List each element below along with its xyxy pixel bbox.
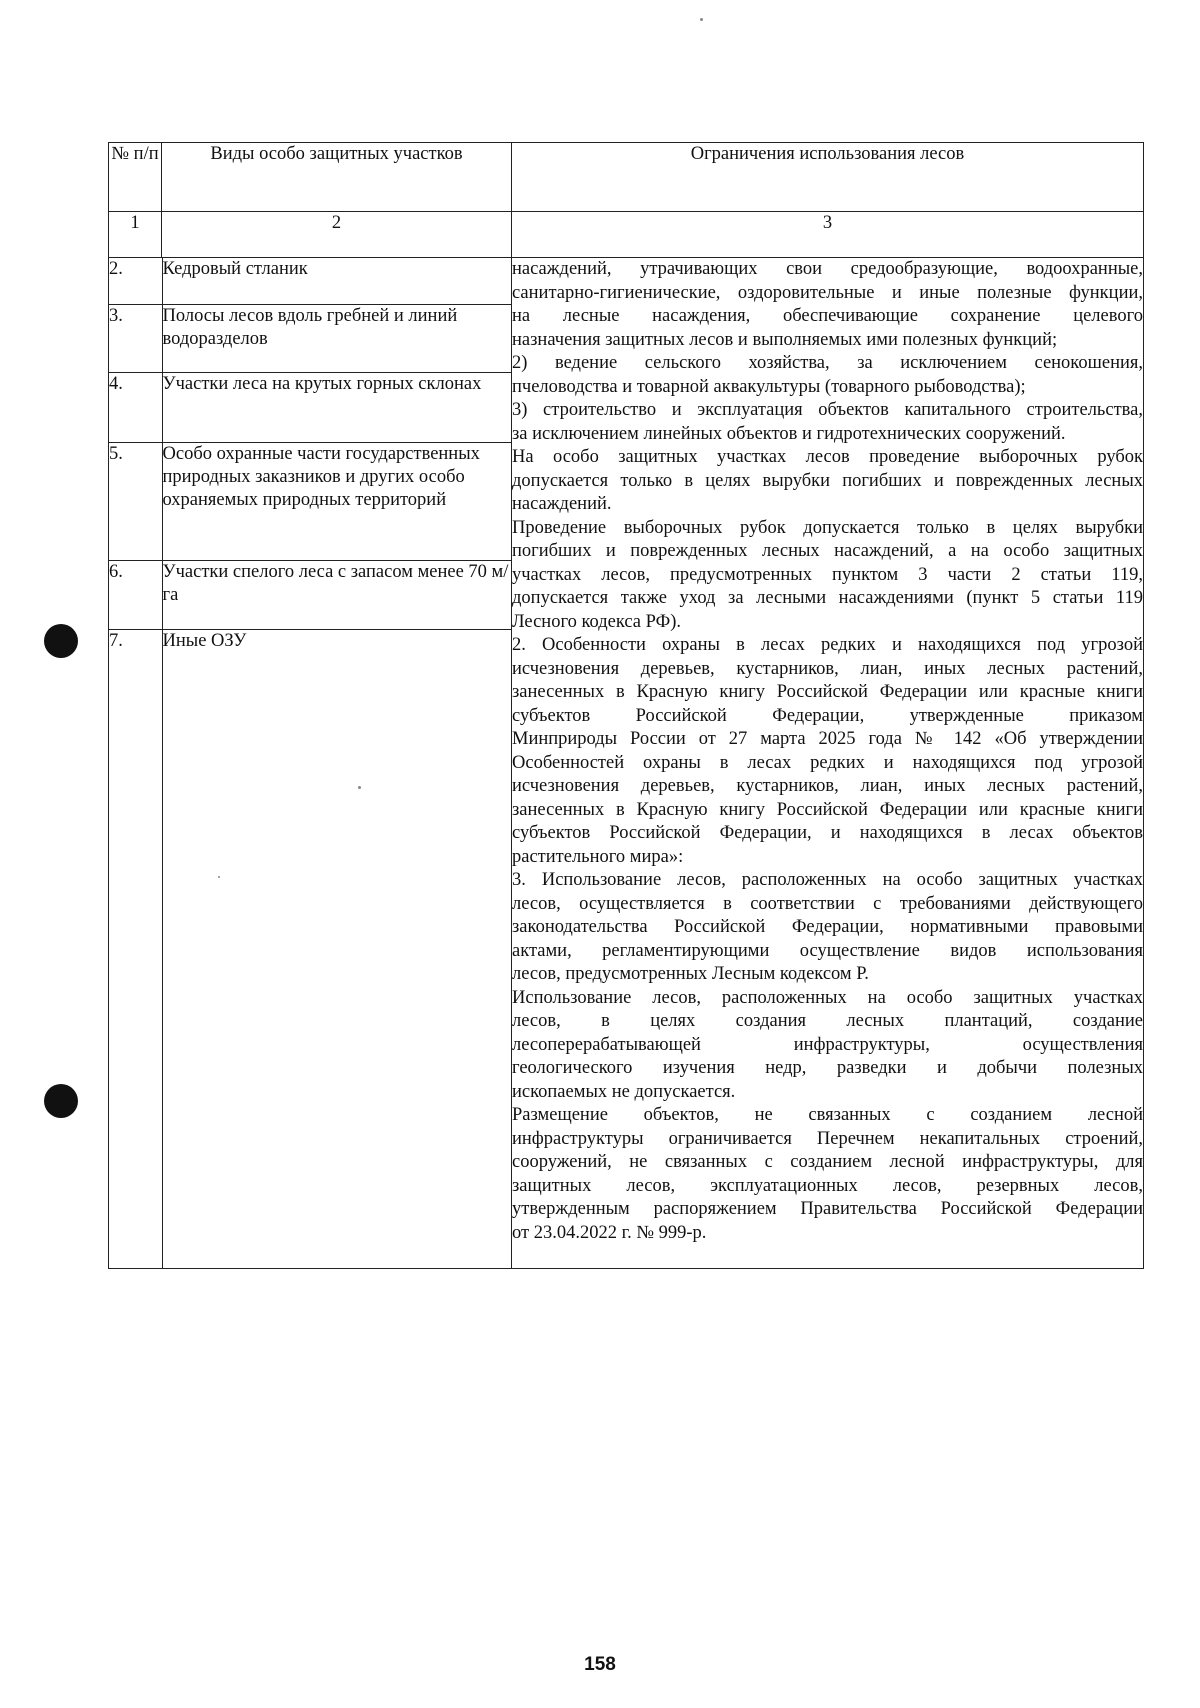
restriction-text-line: на лесные насаждения, обеспечивающие сохранение целевого (512, 306, 1143, 326)
restriction-text-line: 2) ведение сельского хозяйства, за исключением сенокошения, (512, 353, 1143, 373)
restriction-text-line: 2. Особенности охраны в лесах редких и находящихся под угрозой (512, 635, 1143, 655)
restriction-text-line: На особо защитных участках лесов проведение выборочных рубок (512, 447, 1143, 467)
area-type-name: Иные ОЗУ (162, 629, 512, 1268)
restrictions-cell (512, 258, 1144, 1269)
column-number: 2 (162, 212, 512, 258)
table-row (109, 258, 512, 304)
column-number-row (109, 212, 1144, 258)
header-restrictions: Ограничения использования лесов (512, 143, 1144, 212)
restriction-text-line: исчезновения деревьев, кустарников, лиан, иных лесных растений, (512, 776, 1143, 796)
row-number: 7. (109, 629, 162, 1268)
restriction-text-line: геологического изучения недр, разведки и добычи полезных (512, 1058, 1143, 1078)
restriction-text-line: лесов, осуществляется в соответствии с требованиями действующего (512, 893, 1143, 914)
restriction-text-line: Проведение выборочных рубок допускается только в целях вырубки (512, 517, 1143, 538)
restriction-text-line: 3) строительство и эксплуатация объектов капитального строительства, (512, 400, 1143, 420)
page-number: 158 (584, 1654, 616, 1675)
area-type-name: Участки спелого леса с запасом менее 70 м/га (162, 560, 512, 629)
restriction-text-line: субъектов Российской Федерации, утвержденные приказом (512, 705, 1143, 726)
area-list-cell (109, 258, 512, 1269)
area-type-name: Кедровый стланик (162, 258, 512, 304)
row-number: 6. (109, 560, 162, 629)
table-row (109, 304, 512, 372)
row-number: 3. (109, 304, 162, 372)
table-header-row (109, 143, 1144, 212)
area-type-name: Полосы лесов вдоль гребней и линий водоразделов (162, 304, 512, 372)
table-row (109, 560, 512, 629)
restriction-text-line: защитных лесов, эксплуатационных лесов, резервных лесов, (512, 1175, 1143, 1196)
protective-areas-table (108, 142, 1144, 1269)
body-row (109, 258, 1144, 1269)
restriction-text-line: Использование лесов, расположенных на особо защитных участках (512, 987, 1143, 1008)
row-number: 4. (109, 372, 162, 442)
table-row (109, 372, 512, 442)
restriction-text-line: инфраструктуры ограничивается Перечнем некапитальных строений, (512, 1128, 1143, 1149)
restriction-text-line: лесоперерабатывающей инфраструктуры, осуществления (512, 1034, 1143, 1055)
restriction-text-line: лесов, предусмотренных Лесным кодексом Р. (512, 964, 869, 984)
row-number: 5. (109, 442, 162, 560)
table-row (109, 629, 512, 1268)
punch-hole-mark (44, 624, 78, 658)
restriction-text-line: законодательства Российской Федерации, нормативными правовыми (512, 917, 1143, 937)
restriction-text-line: лесов, в целях создания лесных плантаций, создание (512, 1011, 1143, 1031)
restriction-text-line: пчеловодства и товарной аквакультуры (товарного рыбоводства); (512, 376, 1026, 397)
restriction-text-line: 3. Использование лесов, расположенных на особо защитных участках (512, 870, 1143, 890)
restriction-text-line: насаждений, утрачивающих свои средообразующие, водоохранные, (512, 259, 1143, 279)
restriction-text-line: занесенных в Красную книгу Российской Федерации или красные книги (512, 682, 1143, 702)
restriction-text-line: за исключением линейных объектов и гидротехнических сооружений. (512, 423, 1066, 444)
header-no: № п/п (109, 143, 162, 212)
row-number: 2. (109, 258, 162, 304)
restriction-text-line: насаждений. (512, 494, 612, 514)
restriction-text-line: допускается также уход за лесными насаждениями (пункт 5 статьи 119 (512, 588, 1143, 608)
restriction-text-line: исчезновения деревьев, кустарников, лиан, иных лесных растений, (512, 658, 1143, 679)
table-row (109, 442, 512, 560)
restriction-text-line: занесенных в Красную книгу Российской Федерации или красные книги (512, 799, 1143, 820)
restriction-text-line: санитарно-гигиенические, оздоровительные и иные полезные функции, (512, 282, 1143, 303)
restrictions-text (512, 258, 1143, 1245)
restriction-text-line: от 23.04.2022 г. № 999-р. (512, 1222, 707, 1243)
restriction-text-line: растительного мира»: (512, 846, 684, 867)
area-type-name: Особо охранные части государственных природных заказников и других особо охраняемых природных территорий (162, 442, 512, 560)
restriction-text-line: субъектов Российской Федерации, и находящихся в лесах объектов (512, 823, 1143, 843)
restriction-text-line: назначения защитных лесов и выполняемых ими полезных функций; (512, 329, 1058, 350)
restriction-text-line: ископаемых не допускается. (512, 1081, 736, 1102)
scan-speck (700, 18, 703, 21)
area-list (109, 258, 512, 1268)
restriction-text-line: актами, регламентирующими осуществление видов использования (512, 940, 1143, 961)
restriction-text-line: Минприроды России от 27 марта 2025 года № 142 «Об утверждении (512, 729, 1143, 749)
area-type-name: Участки леса на крутых горных склонах (162, 372, 512, 442)
restriction-text-line: Особенностей охраны в лесах редких и находящихся под угрозой (512, 752, 1143, 773)
restriction-text-line: погибших и поврежденных лесных насаждений, а на особо защитных (512, 541, 1143, 561)
header-area-type: Виды особо защитных участков (162, 143, 512, 212)
column-number: 1 (109, 212, 162, 258)
restriction-text-line: сооружений, не связанных с созданием лесной инфраструктуры, для (512, 1152, 1143, 1172)
restriction-text-line: участках лесов, предусмотренных пунктом 3 части 2 статьи 119, (512, 564, 1143, 585)
column-number: 3 (512, 212, 1144, 258)
punch-hole-mark (44, 1084, 78, 1118)
restriction-text-line: утвержденным распоряжением Правительства Российской Федерации (512, 1199, 1143, 1219)
restriction-text-line: Размещение объектов, не связанных с созданием лесной (512, 1105, 1143, 1125)
restriction-text-line: Лесного кодекса РФ). (512, 611, 682, 632)
restriction-text-line: допускается только в целях вырубки погибших и поврежденных лесных (512, 470, 1143, 491)
